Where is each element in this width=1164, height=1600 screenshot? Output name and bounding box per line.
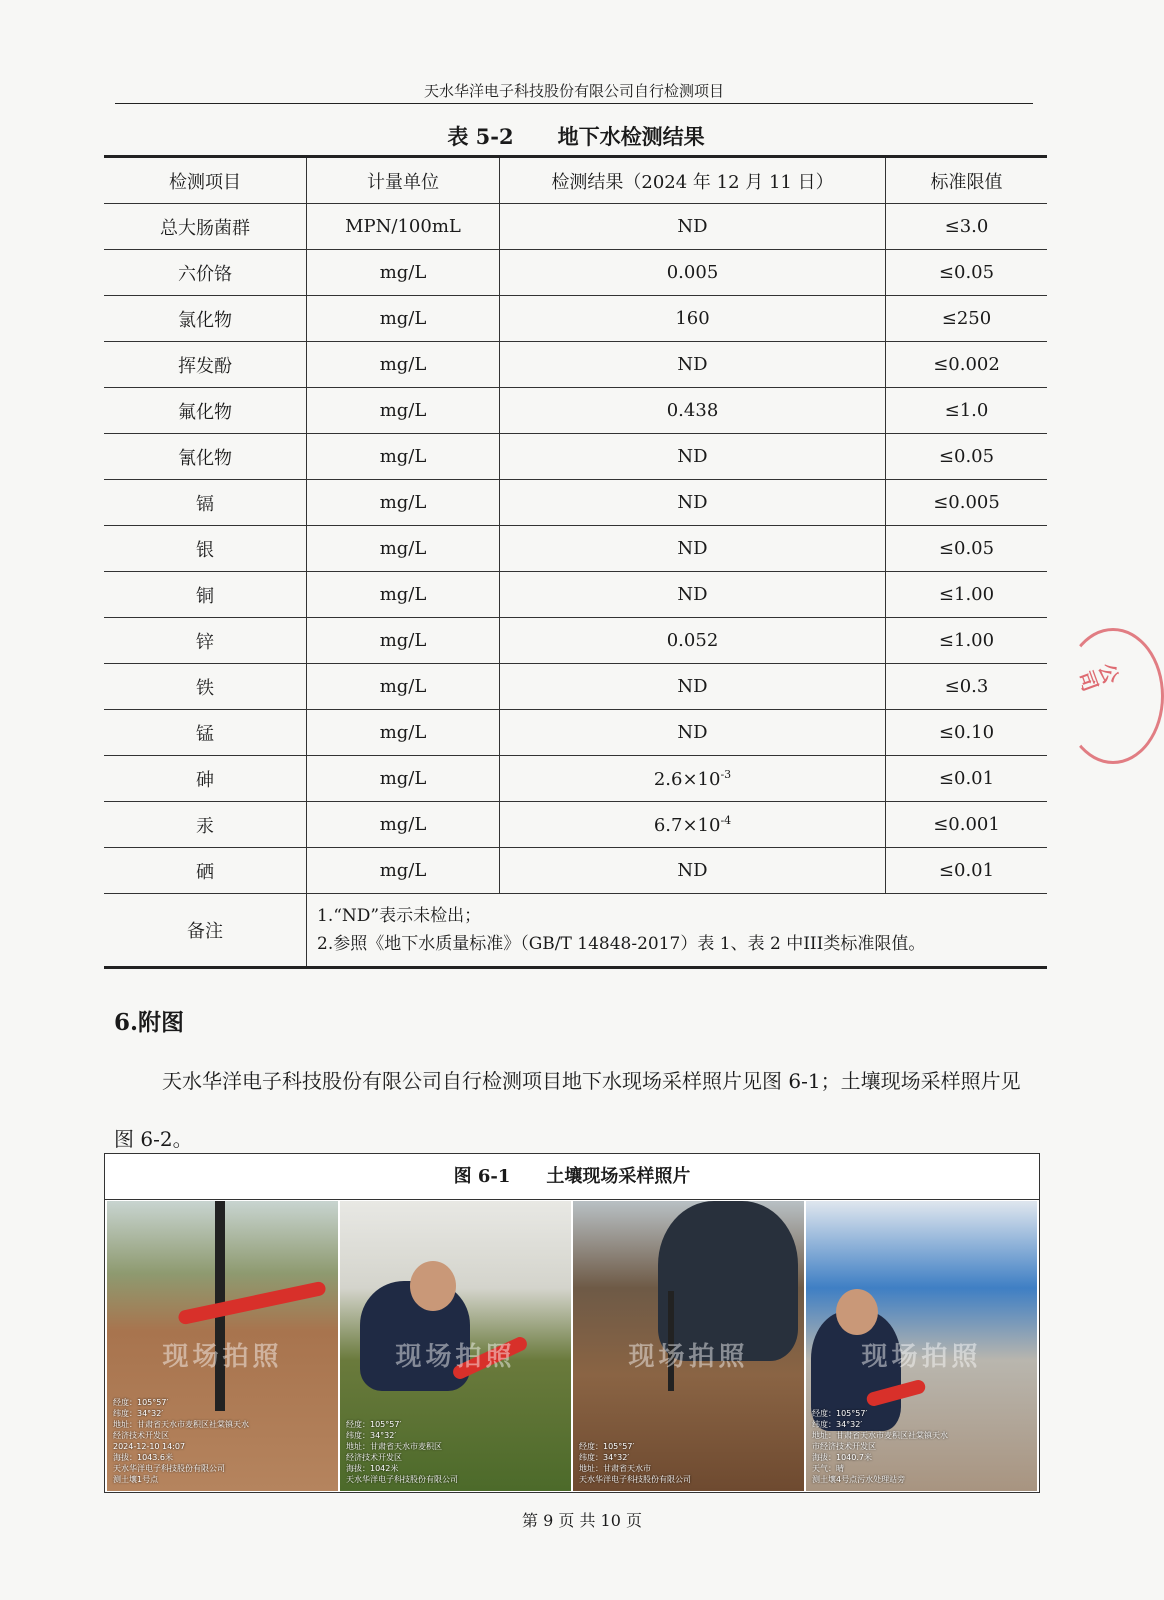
- table-row: [104, 710, 1047, 756]
- result-cell: 160: [500, 296, 886, 342]
- photo-metadata: 经度：105°57′ 纬度：34°32′ 地址：甘肃省天水市麦积区社棠镇天水 经济技术开发区 2024-12-10 14:07 海拔：1043.6米 天水华洋电子科技股份有限公司 测土壤1号点: [113, 1398, 249, 1484]
- item-cell: 汞: [104, 802, 307, 848]
- result-cell: 0.052: [500, 618, 886, 664]
- column-header: 计量单位: [307, 157, 500, 204]
- column-header: 检测结果（2024 年 12 月 11 日）: [500, 157, 886, 204]
- remark-line: 2.参照《地下水质量标准》（GB/T 14848-2017）表 1、表 2 中III类标准限值。: [317, 934, 926, 954]
- limit-cell: ≤0.3: [886, 664, 1048, 710]
- result-cell: ND: [500, 664, 886, 710]
- unit-cell: mg/L: [307, 388, 500, 434]
- item-cell: 银: [104, 526, 307, 572]
- photo-metadata: 经度：105°57′ 纬度：34°32′ 地址：甘肃省天水市麦积区社棠镇天水 市经济技术开发区 海拔：1040.7米 天气：晴 测土壤4号点污水处理站旁: [812, 1409, 948, 1484]
- item-cell: 氰化物: [104, 434, 307, 480]
- unit-cell: mg/L: [307, 296, 500, 342]
- body-paragraph: 天水华洋电子科技股份有限公司自行检测项目地下水现场采样照片见图 6-1；土壤现场采样照片见图 6-2。: [114, 1069, 1021, 1151]
- table-row: [104, 250, 1047, 296]
- result-exponent: -4: [720, 813, 732, 827]
- table-header-row: [104, 157, 1047, 204]
- item-cell: 挥发酚: [104, 342, 307, 388]
- table-number: 表 5-2: [447, 124, 514, 149]
- unit-cell: mg/L: [307, 756, 500, 802]
- table-row: [104, 572, 1047, 618]
- remarks-cell: [307, 894, 1048, 968]
- limit-cell: ≤0.05: [886, 526, 1048, 572]
- table-row: [104, 848, 1047, 894]
- item-cell: 镉: [104, 480, 307, 526]
- limit-cell: ≤0.001: [886, 802, 1048, 848]
- column-header: 检测项目: [104, 157, 307, 204]
- limit-cell: ≤1.00: [886, 618, 1048, 664]
- item-cell: 六价铬: [104, 250, 307, 296]
- shovel-image: [177, 1281, 327, 1326]
- item-cell: 砷: [104, 756, 307, 802]
- limit-cell: ≤3.0: [886, 204, 1048, 250]
- table-title: [105, 121, 1047, 151]
- figure-title: [105, 1154, 1039, 1200]
- table-row: [104, 480, 1047, 526]
- table-row: [104, 756, 1047, 802]
- limit-cell: ≤0.01: [886, 848, 1048, 894]
- seal-text: 公司: [1073, 660, 1124, 695]
- result-cell: ND: [500, 572, 886, 618]
- column-header: 标准限值: [886, 157, 1048, 204]
- table-row: [104, 204, 1047, 250]
- table-row: [104, 342, 1047, 388]
- unit-cell: mg/L: [307, 848, 500, 894]
- table-row: [104, 618, 1047, 664]
- photo-row: [105, 1200, 1039, 1492]
- limit-cell: ≤0.05: [886, 250, 1048, 296]
- table-row: [104, 802, 1047, 848]
- item-cell: 铜: [104, 572, 307, 618]
- unit-cell: mg/L: [307, 572, 500, 618]
- unit-cell: mg/L: [307, 434, 500, 480]
- photo-watermark: 现场拍照: [162, 1342, 283, 1372]
- photo-metadata: 经度：105°57′ 纬度：34°32′ 地址：甘肃省天水市 天水华洋电子科技股份有限公司: [579, 1442, 691, 1484]
- unit-cell: mg/L: [307, 480, 500, 526]
- page-footer: 第 9 页 共 10 页: [522, 1511, 642, 1530]
- result-base: 2.6×10: [653, 768, 721, 790]
- result-exponent: -3: [720, 767, 732, 781]
- limit-cell: ≤0.01: [886, 756, 1048, 802]
- result-cell: 0.005: [500, 250, 886, 296]
- page-header: 天水华洋电子科技股份有限公司自行检测项目: [115, 80, 1033, 104]
- limit-cell: ≤0.002: [886, 342, 1048, 388]
- sampling-photo-3: [573, 1201, 804, 1491]
- result-cell: ND: [500, 342, 886, 388]
- result-cell: ND: [500, 526, 886, 572]
- item-cell: 锰: [104, 710, 307, 756]
- limit-cell: ≤1.00: [886, 572, 1048, 618]
- section-title: 6.附图: [114, 1009, 185, 1036]
- remarks-row: [104, 894, 1047, 968]
- table-caption: 地下水检测结果: [557, 124, 705, 149]
- person-head-image: [836, 1289, 878, 1335]
- result-cell: ND: [500, 480, 886, 526]
- remarks-label: 备注: [104, 894, 307, 968]
- limit-cell: ≤250: [886, 296, 1048, 342]
- photo-metadata: 经度：105°57′ 纬度：34°32′ 地址：甘肃省天水市麦积区 经济技术开发区 海拔：1042米 天水华洋电子科技股份有限公司: [346, 1420, 458, 1484]
- groundwater-results-table: [104, 155, 1047, 969]
- item-cell: 氟化物: [104, 388, 307, 434]
- unit-cell: mg/L: [307, 342, 500, 388]
- unit-cell: mg/L: [307, 710, 500, 756]
- table-row: [104, 664, 1047, 710]
- sampling-photo-2: [340, 1201, 571, 1491]
- unit-cell: mg/L: [307, 802, 500, 848]
- person-head-image: [410, 1261, 456, 1311]
- limit-cell: ≤0.05: [886, 434, 1048, 480]
- result-cell: [500, 802, 886, 848]
- item-cell: 硒: [104, 848, 307, 894]
- unit-cell: mg/L: [307, 250, 500, 296]
- table-row: [104, 526, 1047, 572]
- sampling-photo-4: [806, 1201, 1037, 1491]
- photo-watermark: 现场拍照: [628, 1342, 749, 1372]
- item-cell: 氯化物: [104, 296, 307, 342]
- sampling-photo-1: [107, 1201, 338, 1491]
- result-cell: ND: [500, 710, 886, 756]
- unit-cell: mg/L: [307, 526, 500, 572]
- result-base: 6.7×10: [653, 814, 721, 836]
- photo-figure: [104, 1153, 1040, 1493]
- table-row: [104, 296, 1047, 342]
- table-row: [104, 388, 1047, 434]
- item-cell: 铁: [104, 664, 307, 710]
- figure-number: 图 6-1: [453, 1166, 511, 1187]
- table-row: [104, 434, 1047, 480]
- limit-cell: ≤0.005: [886, 480, 1048, 526]
- company-seal: [1062, 628, 1164, 764]
- figure-caption: 土壤现场采样照片: [546, 1166, 691, 1187]
- photo-watermark: 现场拍照: [861, 1342, 982, 1372]
- unit-cell: MPN/100mL: [307, 204, 500, 250]
- photo-watermark: 现场拍照: [395, 1342, 516, 1372]
- item-cell: 锌: [104, 618, 307, 664]
- limit-cell: ≤0.10: [886, 710, 1048, 756]
- unit-cell: mg/L: [307, 618, 500, 664]
- result-cell: ND: [500, 204, 886, 250]
- remark-line: 1.“ND”表示未检出；: [317, 906, 482, 926]
- item-cell: 总大肠菌群: [104, 204, 307, 250]
- result-cell: ND: [500, 848, 886, 894]
- result-cell: [500, 756, 886, 802]
- result-cell: 0.438: [500, 388, 886, 434]
- limit-cell: ≤1.0: [886, 388, 1048, 434]
- result-cell: ND: [500, 434, 886, 480]
- unit-cell: mg/L: [307, 664, 500, 710]
